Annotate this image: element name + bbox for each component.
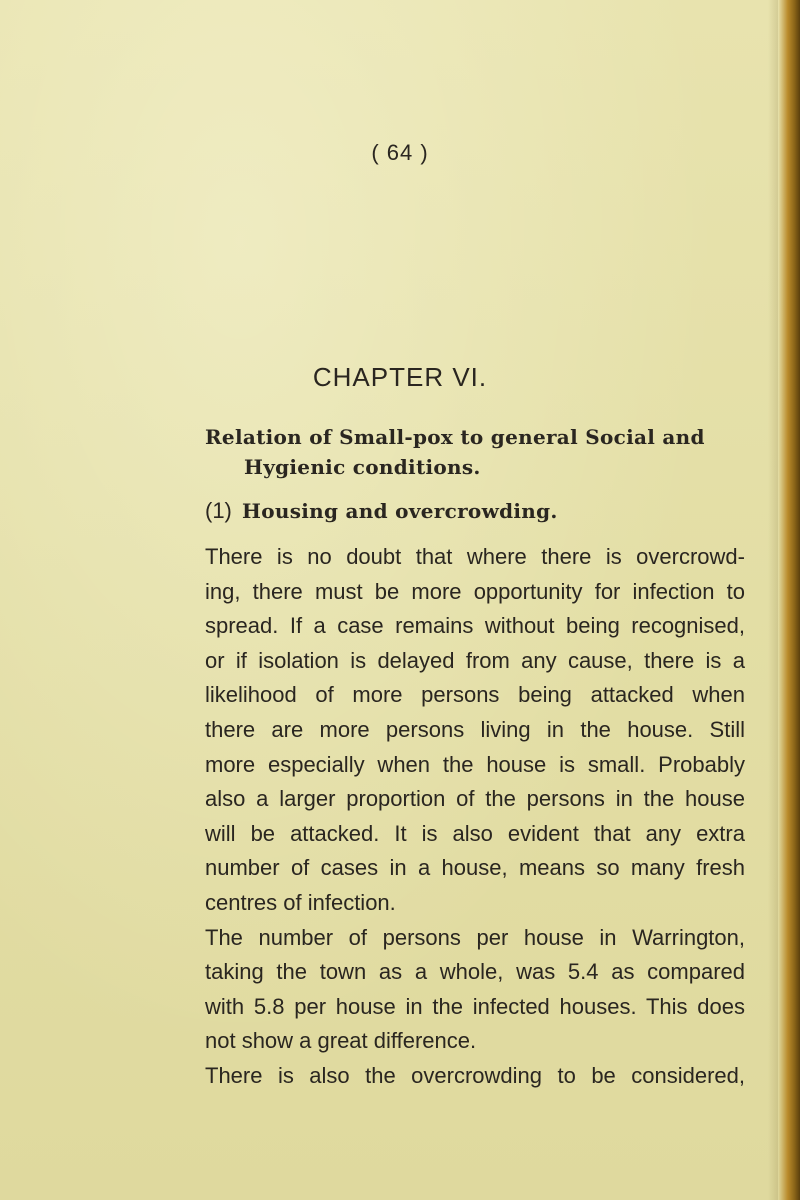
page-edge-shadow [768, 0, 778, 1200]
text-line: There is also the overcrowding to be considered, [205, 1062, 745, 1088]
text-line: or if isolation is delayed from any cause, there is a [205, 647, 745, 673]
text-line: centres of infection. [205, 889, 396, 915]
chapter-heading-line-1: Relation of Small-pox to general Social and [205, 425, 705, 449]
text-line: taking the town as a whole, was 5.4 as compared [205, 959, 745, 985]
body-text [205, 540, 745, 1094]
text-line: with 5.8 per house in the infected houses. This does [205, 993, 745, 1019]
section-number: (1) [205, 498, 232, 523]
chapter-title: CHAPTER VI. [312, 362, 488, 392]
text-line: likelihood of more persons being attacked when [205, 682, 745, 708]
chapter-heading-line-2: Hygienic conditions. [244, 455, 481, 479]
page-edge [778, 0, 800, 1200]
page-number: ( 64 ) [371, 140, 429, 165]
text-line: There is no doubt that where there is overcrowd- [205, 544, 745, 569]
text-line: also a larger proportion of the persons in the house [205, 786, 745, 812]
text-line: will be attacked. It is also evident that any extra [205, 820, 745, 846]
text-line: number of cases in a house, means so many fresh [205, 855, 745, 881]
text-line: not show a great difference. [205, 1028, 477, 1054]
text-line: ing, there must be more opportunity for infection to [205, 578, 745, 604]
text-line: more especially when the house is small. Probably [205, 751, 745, 777]
text-line: there are more persons living in the house. Still [205, 716, 745, 742]
section-title: Housing and overcrowding. [242, 499, 558, 523]
section-heading [205, 498, 725, 524]
text-line: spread. If a case remains without being recognised, [205, 613, 745, 639]
text-line: The number of persons per house in Warrington, [205, 924, 745, 950]
